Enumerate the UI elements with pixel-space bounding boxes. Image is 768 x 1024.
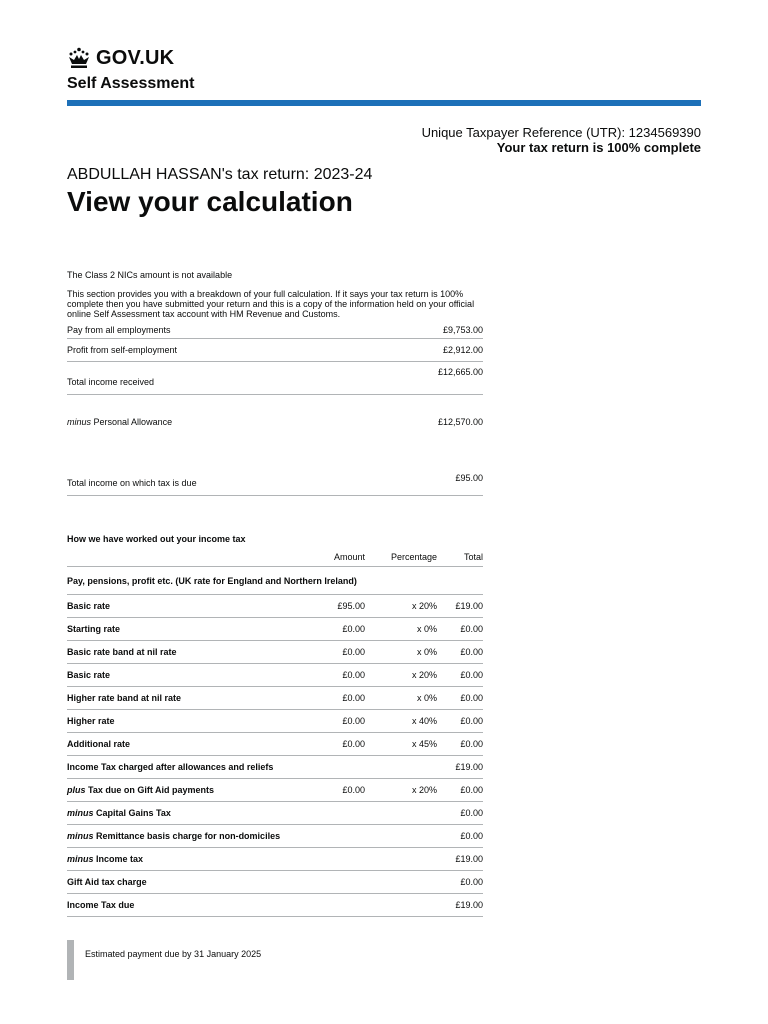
- row-label: Higher rate band at nil rate: [67, 693, 182, 703]
- service-name[interactable]: Self Assessment: [67, 75, 195, 92]
- row-percentage: x 20%: [411, 785, 437, 795]
- row-label-text: Remittance basis charge for non-domiciles: [96, 831, 281, 841]
- row-label: Basic rate: [67, 601, 111, 611]
- row-total: £19.00: [455, 601, 483, 611]
- row-label: Basic rate band at nil rate: [67, 647, 177, 657]
- income-label: Pay from all employments: [67, 324, 171, 335]
- row-total: £0.00: [460, 647, 483, 657]
- row-total: £0.00: [460, 808, 483, 818]
- column-header-amount: Amount: [333, 552, 365, 562]
- row-percentage: x 45%: [411, 739, 437, 749]
- income-label: [67, 417, 172, 429]
- table-row: [67, 618, 483, 641]
- row-amount: £0.00: [342, 739, 365, 749]
- govuk-logo[interactable]: [67, 44, 701, 72]
- calculation-section: [67, 270, 483, 917]
- row-total: £0.00: [460, 877, 483, 887]
- income-row: [67, 339, 483, 362]
- row-label: [67, 831, 285, 841]
- row-amount: £0.00: [342, 693, 365, 703]
- table-row: [67, 848, 483, 871]
- row-total: £19.00: [455, 762, 483, 772]
- income-value: £9,753.00: [442, 324, 483, 335]
- row-amount: £0.00: [342, 647, 365, 657]
- table-row: [67, 687, 483, 710]
- row-label: Income Tax due: [67, 900, 135, 910]
- row-percentage: x 20%: [411, 670, 437, 680]
- row-amount: £0.00: [342, 785, 365, 795]
- column-header-total: Total: [463, 552, 483, 562]
- row-label: [67, 808, 285, 818]
- row-total: £0.00: [460, 831, 483, 841]
- row-total: £0.00: [460, 670, 483, 680]
- table-row: [67, 894, 483, 917]
- row-percentage: x 0%: [416, 624, 437, 634]
- income-label: Total income on which tax is due: [67, 478, 197, 488]
- row-amount: £95.00: [337, 601, 365, 611]
- page-caption: ABDULLAH HASSAN's tax return: 2023-24: [67, 166, 373, 183]
- row-amount: £0.00: [342, 624, 365, 634]
- table-row: [67, 733, 483, 756]
- minus-prefix: minus: [67, 854, 94, 864]
- row-amount: £0.00: [342, 670, 365, 680]
- income-row: [67, 429, 483, 496]
- income-row: [67, 321, 483, 339]
- income-value: £12,570.00: [437, 417, 483, 427]
- row-label-text: Income tax: [96, 854, 144, 864]
- row-total: £0.00: [460, 739, 483, 749]
- row-label: Additional rate: [67, 739, 131, 749]
- income-value: £95.00: [455, 473, 483, 483]
- row-label-text: Tax due on Gift Aid payments: [88, 785, 215, 795]
- income-row: [67, 417, 483, 429]
- row-percentage: x 0%: [416, 693, 437, 703]
- table-row: [67, 664, 483, 687]
- spacer: [67, 395, 483, 417]
- table-row: [67, 802, 483, 825]
- table-row: [67, 779, 483, 802]
- row-label: Basic rate: [67, 670, 111, 680]
- row-total: £19.00: [455, 900, 483, 910]
- row-label: Gift Aid tax charge: [67, 877, 147, 887]
- utr-reference: Unique Taxpayer Reference (UTR): 1234569390: [421, 125, 701, 140]
- intro-text: This section provides you with a breakdown of your full calculation. If it says your tax return is 100% complete then you have submitted your return and this is a copy of the information held on your official online Self Assessment tax account with HM Revenue and Customs.: [67, 289, 475, 319]
- table-row: [67, 871, 483, 894]
- row-total: £0.00: [460, 693, 483, 703]
- minus-prefix: minus: [67, 831, 94, 841]
- income-summary: [67, 321, 483, 496]
- row-total: £19.00: [455, 854, 483, 864]
- plus-prefix: plus: [67, 785, 86, 795]
- payment-due-text: Estimated payment due by 31 January 2025: [85, 949, 262, 959]
- row-total: £0.00: [460, 716, 483, 726]
- column-header-percentage: Percentage: [390, 552, 437, 562]
- income-tax-table: [67, 534, 483, 917]
- spacer: [67, 496, 483, 534]
- income-tax-title: How we have worked out your income tax: [67, 534, 246, 544]
- table-row: [67, 595, 483, 618]
- income-row: [67, 362, 483, 395]
- row-percentage: x 0%: [416, 647, 437, 657]
- minus-prefix: minus: [67, 417, 92, 427]
- income-label: Profit from self-employment: [67, 345, 178, 355]
- row-label: Starting rate: [67, 624, 121, 634]
- row-percentage: x 20%: [411, 601, 437, 611]
- row-label: Higher rate: [67, 716, 115, 726]
- minus-prefix: minus: [67, 808, 94, 818]
- nics-note: The Class 2 NICs amount is not available: [67, 270, 233, 280]
- site-header: [67, 44, 701, 93]
- row-total: £0.00: [460, 785, 483, 795]
- income-label: Total income received: [67, 377, 155, 387]
- crown-icon: [67, 47, 91, 69]
- table-row: [67, 825, 483, 848]
- row-label: [67, 785, 285, 795]
- section-heading: Pay, pensions, profit etc. (UK rate for England and Northern Ireland): [67, 567, 483, 595]
- row-percentage: x 40%: [411, 716, 437, 726]
- income-value: £12,665.00: [437, 367, 483, 377]
- page-title: View your calculation: [67, 186, 353, 217]
- header-divider: [67, 100, 701, 106]
- table-header: [67, 548, 483, 567]
- table-row: [67, 756, 483, 779]
- table-row: [67, 710, 483, 733]
- taxpayer-info: [422, 125, 701, 155]
- row-label-text: Capital Gains Tax: [96, 808, 171, 818]
- table-row: [67, 641, 483, 664]
- income-value: £2,912.00: [442, 345, 483, 355]
- row-label: Income Tax charged after allowances and reliefs: [67, 762, 274, 772]
- row-label: [67, 854, 285, 864]
- payment-inset: [67, 940, 483, 980]
- row-amount: £0.00: [342, 716, 365, 726]
- brand-text: GOV.UK: [96, 46, 175, 69]
- allowance-label: Personal Allowance: [93, 417, 173, 427]
- row-total: £0.00: [460, 624, 483, 634]
- completion-status: Your tax return is 100% complete: [496, 140, 701, 155]
